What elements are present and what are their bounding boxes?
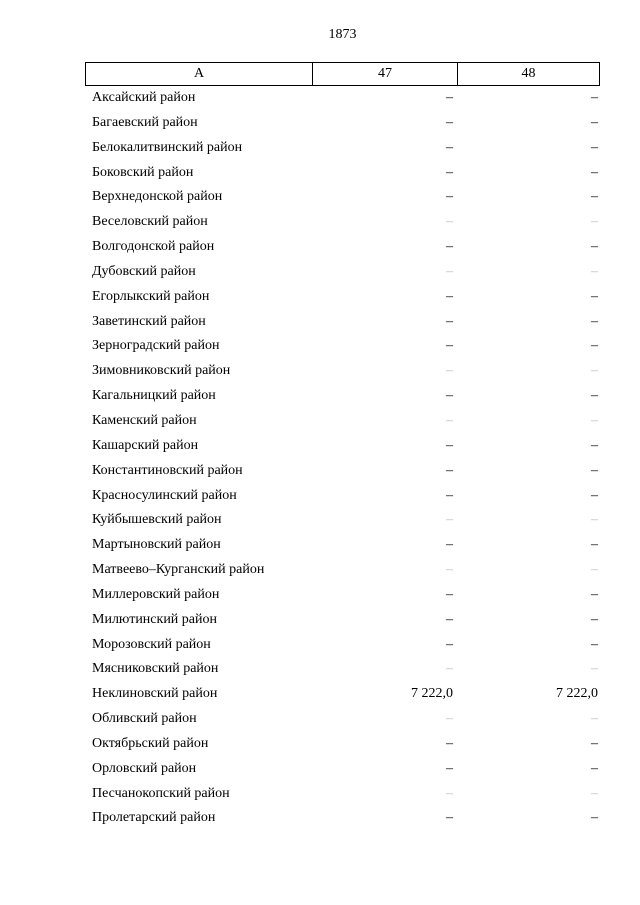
value-col-48: – bbox=[591, 487, 598, 503]
table-row bbox=[0, 113, 640, 138]
district-name: Обливский район bbox=[92, 711, 197, 727]
district-name: Аксайский район bbox=[92, 90, 196, 105]
table-row bbox=[0, 138, 640, 163]
table-row bbox=[0, 635, 640, 660]
value-col-47: – bbox=[446, 636, 453, 652]
value-col-48: – bbox=[591, 288, 598, 304]
header-col-47: 47 bbox=[313, 63, 458, 85]
value-col-47: – bbox=[446, 214, 453, 230]
district-name: Заветинский район bbox=[92, 313, 206, 329]
value-col-47: – bbox=[446, 785, 453, 801]
table-row bbox=[0, 88, 640, 113]
district-name: Пролетарский район bbox=[92, 810, 216, 826]
table-row bbox=[0, 734, 640, 759]
value-col-47: – bbox=[446, 487, 453, 503]
table-row bbox=[0, 784, 640, 809]
value-col-47: – bbox=[446, 139, 453, 155]
value-col-47: – bbox=[446, 338, 453, 354]
value-col-47: – bbox=[446, 388, 453, 404]
district-name: Веселовский район bbox=[92, 214, 208, 230]
table-row bbox=[0, 436, 640, 461]
header-col-a: А bbox=[86, 63, 313, 85]
district-name: Зимовниковский район bbox=[92, 363, 231, 379]
district-name: Константиновский район bbox=[92, 462, 243, 478]
district-name: Боковский район bbox=[92, 164, 194, 180]
table-row bbox=[0, 808, 640, 833]
value-col-47: – bbox=[446, 114, 453, 130]
table-row bbox=[0, 237, 640, 262]
value-col-48: – bbox=[591, 388, 598, 404]
table-body bbox=[0, 88, 640, 833]
table-row bbox=[0, 163, 640, 188]
district-name: Волгодонской район bbox=[92, 239, 215, 255]
value-col-47: – bbox=[446, 263, 453, 279]
value-col-48: – bbox=[591, 562, 598, 578]
district-name: Верхнедонской район bbox=[92, 189, 223, 205]
table-header bbox=[85, 62, 600, 86]
district-name: Егорлыкский район bbox=[92, 288, 210, 304]
district-name: Мартыновский район bbox=[92, 537, 221, 553]
table-row bbox=[0, 312, 640, 337]
value-col-47: – bbox=[446, 512, 453, 528]
value-col-47: – bbox=[446, 189, 453, 205]
district-name: Орловский район bbox=[92, 760, 197, 776]
table-row bbox=[0, 684, 640, 709]
value-col-48: – bbox=[591, 412, 598, 428]
value-col-48: – bbox=[591, 114, 598, 130]
value-col-47: – bbox=[446, 363, 453, 379]
table-row bbox=[0, 759, 640, 784]
value-col-48: – bbox=[591, 90, 598, 105]
value-col-47: – bbox=[446, 239, 453, 255]
value-col-48: – bbox=[591, 636, 598, 652]
value-col-47: – bbox=[446, 711, 453, 727]
value-col-48: – bbox=[591, 512, 598, 528]
table-row bbox=[0, 386, 640, 411]
header-col-48: 48 bbox=[521, 66, 536, 81]
value-col-47: – bbox=[446, 611, 453, 627]
value-col-48: – bbox=[591, 760, 598, 776]
district-name: Миллеровский район bbox=[92, 586, 220, 602]
value-col-47: – bbox=[446, 437, 453, 453]
district-name: Матвеево–Курганский район bbox=[92, 562, 265, 578]
table-row bbox=[0, 610, 640, 635]
value-col-48: – bbox=[591, 586, 598, 602]
value-col-48: – bbox=[591, 661, 598, 677]
value-col-47: – bbox=[446, 537, 453, 553]
district-name: Октябрьский район bbox=[92, 735, 209, 751]
value-col-47: – bbox=[446, 810, 453, 826]
value-col-48: – bbox=[591, 164, 598, 180]
value-col-48: – bbox=[591, 239, 598, 255]
value-col-47: – bbox=[446, 562, 453, 578]
table-row bbox=[0, 709, 640, 734]
value-col-47: – bbox=[446, 462, 453, 478]
district-name: Милютинский район bbox=[92, 611, 218, 627]
value-col-48: – bbox=[591, 437, 598, 453]
value-col-48: – bbox=[591, 189, 598, 205]
table-row bbox=[0, 461, 640, 486]
value-col-47: – bbox=[446, 412, 453, 428]
table-row bbox=[0, 287, 640, 312]
district-name: Кашарский район bbox=[92, 437, 199, 453]
value-col-47: – bbox=[446, 288, 453, 304]
district-name: Красносулинский район bbox=[92, 487, 237, 503]
table-row bbox=[0, 411, 640, 436]
value-col-47: – bbox=[446, 164, 453, 180]
table-row bbox=[0, 585, 640, 610]
table-row bbox=[0, 187, 640, 212]
value-col-48: – bbox=[591, 338, 598, 354]
value-col-47: – bbox=[446, 760, 453, 776]
value-col-48: – bbox=[591, 139, 598, 155]
page-number: 1873 bbox=[328, 27, 357, 42]
value-col-48: – bbox=[591, 711, 598, 727]
value-col-48: – bbox=[591, 363, 598, 379]
district-name: Каменский район bbox=[92, 412, 197, 428]
district-name: Кагальницкий район bbox=[92, 388, 216, 404]
table-row bbox=[0, 560, 640, 585]
district-name: Зерноградский район bbox=[92, 338, 220, 354]
value-col-48: – bbox=[591, 214, 598, 230]
district-name: Белокалитвинский район bbox=[92, 139, 243, 155]
value-col-48: – bbox=[591, 462, 598, 478]
table-row bbox=[0, 262, 640, 287]
value-col-48: – bbox=[591, 537, 598, 553]
table-row bbox=[0, 212, 640, 237]
district-name: Багаевский район bbox=[92, 114, 198, 130]
value-col-48: – bbox=[591, 263, 598, 279]
value-col-47: – bbox=[446, 313, 453, 329]
value-col-47: – bbox=[446, 586, 453, 602]
district-name: Неклиновский район bbox=[92, 686, 218, 702]
value-col-48: – bbox=[591, 785, 598, 801]
district-name: Куйбышевский район bbox=[92, 512, 222, 528]
value-col-48: – bbox=[591, 611, 598, 627]
value-col-47: – bbox=[446, 735, 453, 751]
table-row bbox=[0, 361, 640, 386]
district-name: Песчанокопский район bbox=[92, 785, 230, 801]
value-col-47: – bbox=[446, 90, 453, 105]
table-row bbox=[0, 336, 640, 361]
district-name: Дубовский район bbox=[92, 263, 196, 279]
table-row bbox=[0, 486, 640, 511]
district-name: Морозовский район bbox=[92, 636, 211, 652]
value-col-47: 7 222,0 bbox=[411, 686, 453, 702]
value-col-48: 7 222,0 bbox=[556, 686, 598, 702]
table-row bbox=[0, 510, 640, 535]
value-col-48: – bbox=[591, 810, 598, 826]
table-row bbox=[0, 535, 640, 560]
district-name: Мясниковский район bbox=[92, 661, 219, 677]
value-col-47: – bbox=[446, 661, 453, 677]
value-col-48: – bbox=[591, 735, 598, 751]
value-col-48: – bbox=[591, 313, 598, 329]
table-row bbox=[0, 659, 640, 684]
